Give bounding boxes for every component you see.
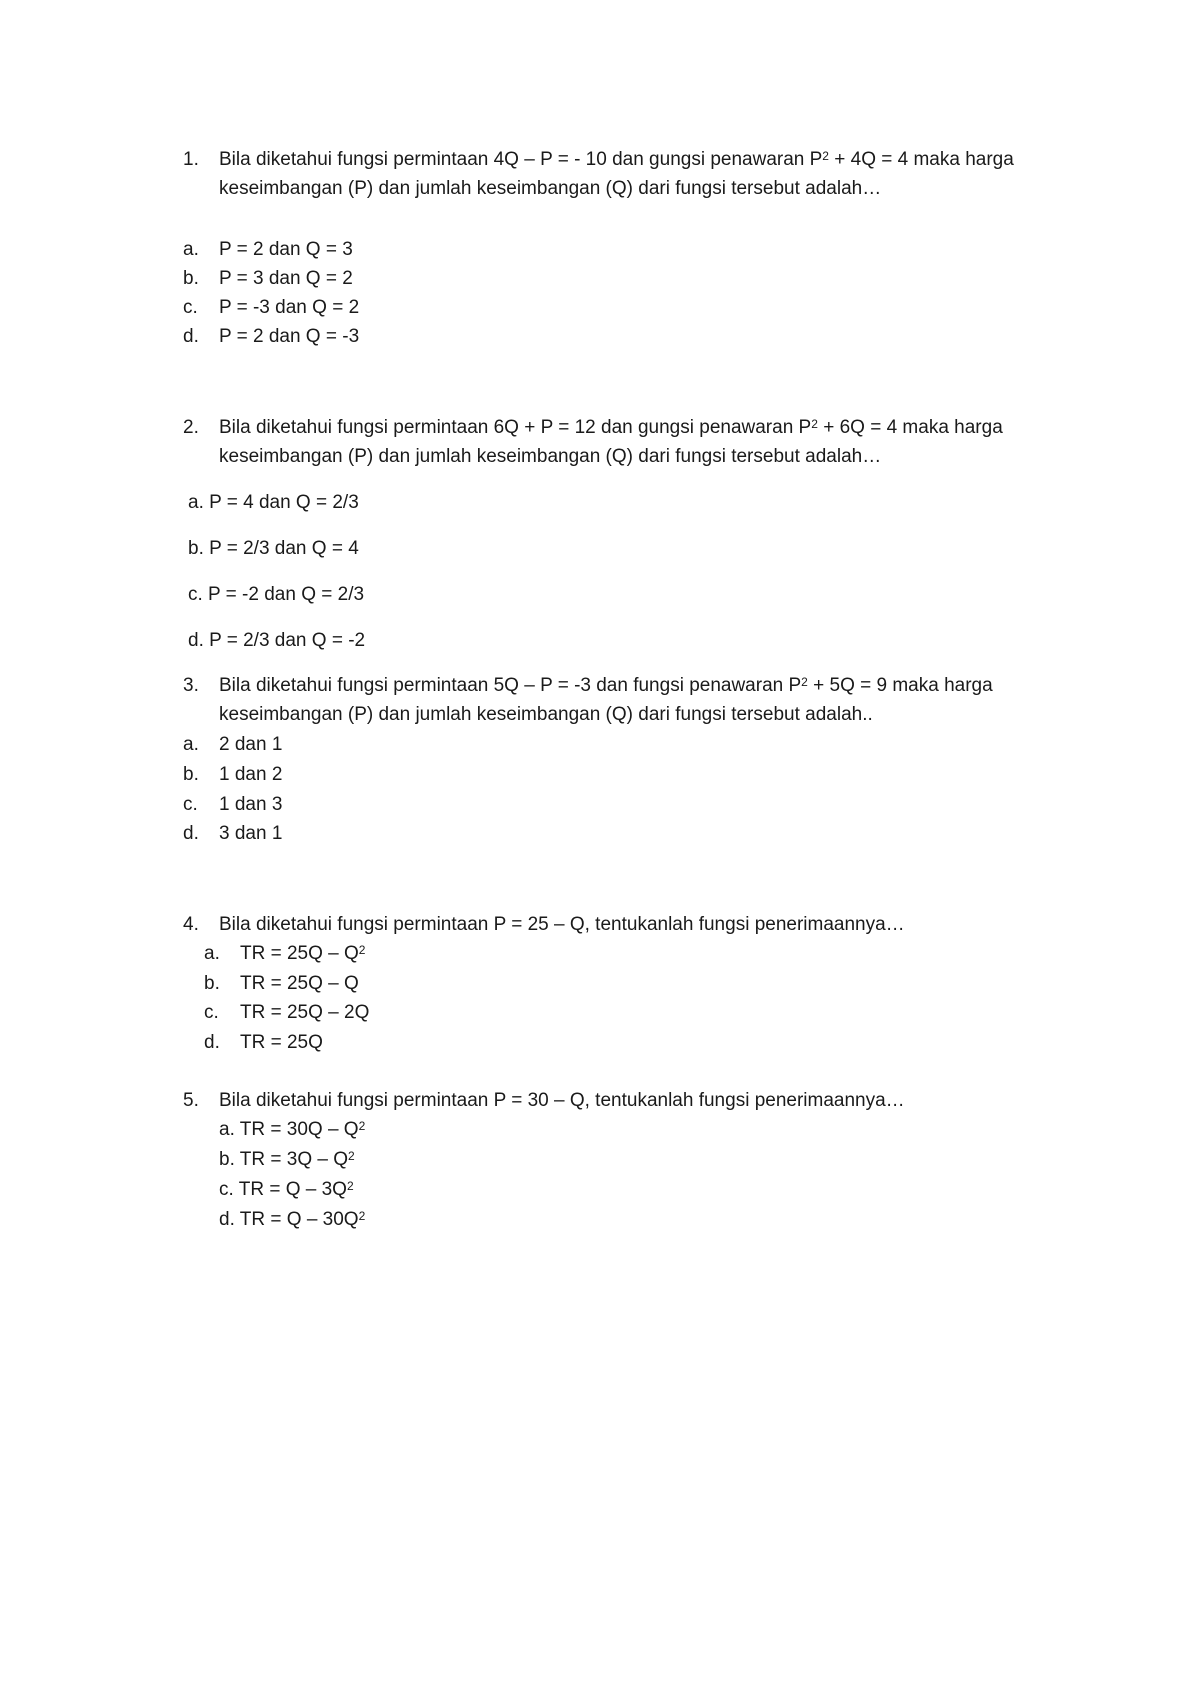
option-text: TR = 25Q [240,1032,323,1053]
option-text: d. TR = Q – $30Q^2$ [219,1209,366,1230]
option-text: a. TR = $30Q - Q^2$ [219,1119,366,1140]
option-text: P = 3 dan Q = 2 [219,268,353,289]
option-text: 1 dan 2 [219,764,283,785]
option-label: c. [204,1002,219,1023]
option-label: d. [183,326,199,347]
question-number: 3. [183,675,199,696]
option-text: d. P = 2/3 dan Q = -2 [188,630,366,651]
option-label: c. [183,297,198,318]
question-text: Bila diketahui fungsi permintaan 5Q – P = -3 dan fungsi penawaran $P^2 + 5Q = 9$ maka harga [219,675,993,696]
question-text-continuation: keseimbangan (P) dan jumlah keseimbangan (Q) dari fungsi tersebut adalah… [219,178,882,199]
option-label: a. [183,734,199,755]
question-text: Bila diketahui fungsi permintaan 4Q – P = - 10 dan gungsi penawaran $P^2 + 4Q = 4$ maka harga [219,149,1014,170]
option-text: P = 2 dan Q = 3 [219,239,353,260]
option-text: c. TR = Q – $3Q^2$ [219,1179,354,1200]
option-text: TR = $25Q - Q^2$ [240,943,366,964]
option-text: 1 dan 3 [219,794,283,815]
question-number: 4. [183,914,199,935]
option-text: b. TR = $3Q - Q^2$ [219,1149,355,1170]
question-text: Bila diketahui fungsi permintaan 6Q + P = 12 dan gungsi penawaran $P^2 + 6Q = 4$ maka harga [219,417,1003,438]
option-text: TR = 25Q – Q [240,973,359,994]
option-label: a. [204,943,220,964]
option-text: 3 dan 1 [219,823,283,844]
question-number: 1. [183,149,199,170]
option-label: b. [183,268,199,289]
option-label: c. [183,794,198,815]
option-label: b. [183,764,199,785]
question-text-continuation: keseimbangan (P) dan jumlah keseimbangan (Q) dari fungsi tersebut adalah… [219,446,882,467]
option-text: P = -3 dan Q = 2 [219,297,360,318]
option-text: 2 dan 1 [219,734,283,755]
question-text-continuation: keseimbangan (P) dan jumlah keseimbangan (Q) dari fungsi tersebut adalah.. [219,704,873,725]
option-label: a. [183,239,199,260]
question-number: 5. [183,1090,199,1111]
question-number: 2. [183,417,199,438]
option-text: c. P = -2 dan Q = 2/3 [188,584,365,605]
option-label: d. [204,1032,220,1053]
option-text: b. P = 2/3 dan Q = 4 [188,538,359,559]
option-label: b. [204,973,220,994]
question-text: Bila diketahui fungsi permintaan P = 25 – Q, tentukanlah fungsi penerimaannya… [219,914,905,935]
option-label: d. [183,823,199,844]
option-text: TR = 25Q – 2Q [240,1002,370,1023]
option-text: P = 2 dan Q = -3 [219,326,360,347]
option-text: a. P = 4 dan Q = 2/3 [188,492,359,513]
question-text: Bila diketahui fungsi permintaan P = 30 – Q, tentukanlah fungsi penerimaannya… [219,1090,905,1111]
